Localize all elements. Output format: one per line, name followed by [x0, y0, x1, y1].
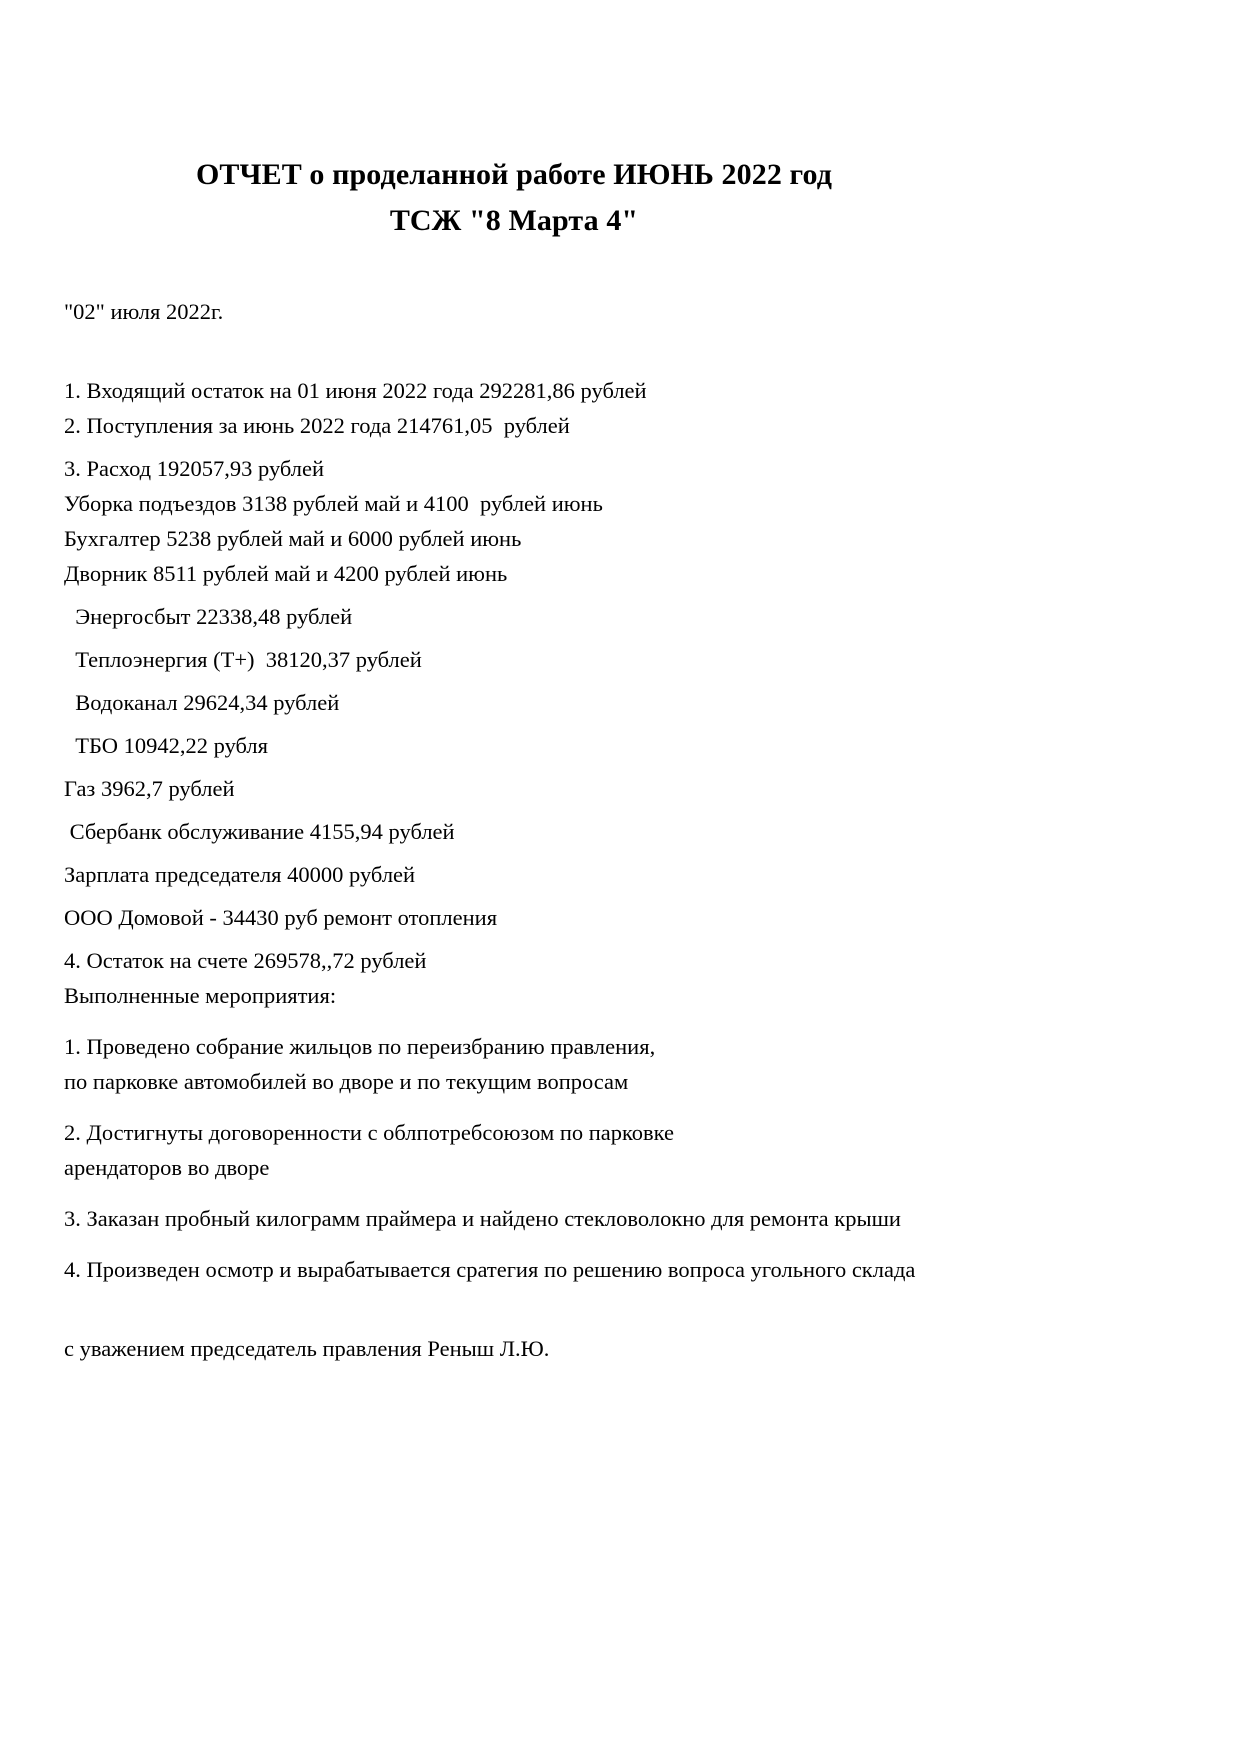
financial-line-chairman-salary: Зарплата председателя 40000 рублей: [64, 862, 416, 887]
date-line: "02" июля 2022г.: [64, 299, 224, 324]
financial-line-tbo: ТБО 10942,22 рубля: [64, 733, 269, 758]
financial-line-energosbyt: Энергосбыт 22338,48 рублей: [64, 604, 353, 629]
financial-line-receipts: 2. Поступления за июнь 2022 года 214761,05 рублей: [64, 413, 570, 438]
activity-line-4: 4. Произведен осмотр и вырабатывается сратегия по решению вопроса угольного склада: [64, 1257, 916, 1282]
financial-line-janitor: Дворник 8511 рублей май и 4200 рублей июнь: [64, 561, 508, 586]
financial-line-gas: Газ 3962,7 рублей: [64, 776, 235, 801]
activity-line-2a: 2. Достигнуты договоренности с облпотребсоюзом по парковке: [64, 1120, 675, 1145]
document-title: [64, 152, 964, 244]
activity-line-1b: по парковке автомобилей во дворе и по текущим вопросам: [64, 1069, 629, 1094]
financial-line-account-balance: 4. Остаток на счете 269578,,72 рублей: [64, 948, 427, 973]
signature-line: с уважением председатель правления Реныш Л.Ю.: [64, 1336, 550, 1361]
activities-heading: Выполненные мероприятия:: [64, 983, 337, 1008]
activity-line-1a: 1. Проведено собрание жильцов по переизбранию правления,: [64, 1034, 656, 1059]
financial-line-ooo-domovoy: ООО Домовой - 34430 руб ремонт отопления: [64, 905, 498, 930]
activity-line-3: 3. Заказан пробный килограмм праймера и найдено стекловолокно для ремонта крыши: [64, 1206, 901, 1231]
activity-line-2b: арендаторов во дворе: [64, 1155, 270, 1180]
financial-line-vodokanal: Водоканал 29624,34 рублей: [64, 690, 340, 715]
financial-line-entrance-cleaning: Уборка подъездов 3138 рублей май и 4100 рублей июнь: [64, 491, 603, 516]
financial-line-accountant: Бухгалтер 5238 рублей май и 6000 рублей июнь: [64, 526, 522, 551]
financial-line-sberbank-service: Сбербанк обслуживание 4155,94 рублей: [64, 819, 455, 844]
title-line-1: ОТЧЕТ о проделанной работе ИЮНЬ 2022 год: [195, 158, 833, 191]
document-content: [64, 0, 1164, 1360]
financial-line-teploenergia: Теплоэнергия (Т+) 38120,37 рублей: [64, 647, 422, 672]
financial-line-expenses-total: 3. Расход 192057,93 рублей: [64, 456, 325, 481]
financial-line-incoming-balance: 1. Входящий остаток на 01 июня 2022 года 292281,86 рублей: [64, 378, 647, 403]
title-line-2: ТСЖ "8 Марта 4": [389, 204, 639, 237]
document-body: [64, 300, 1164, 1360]
